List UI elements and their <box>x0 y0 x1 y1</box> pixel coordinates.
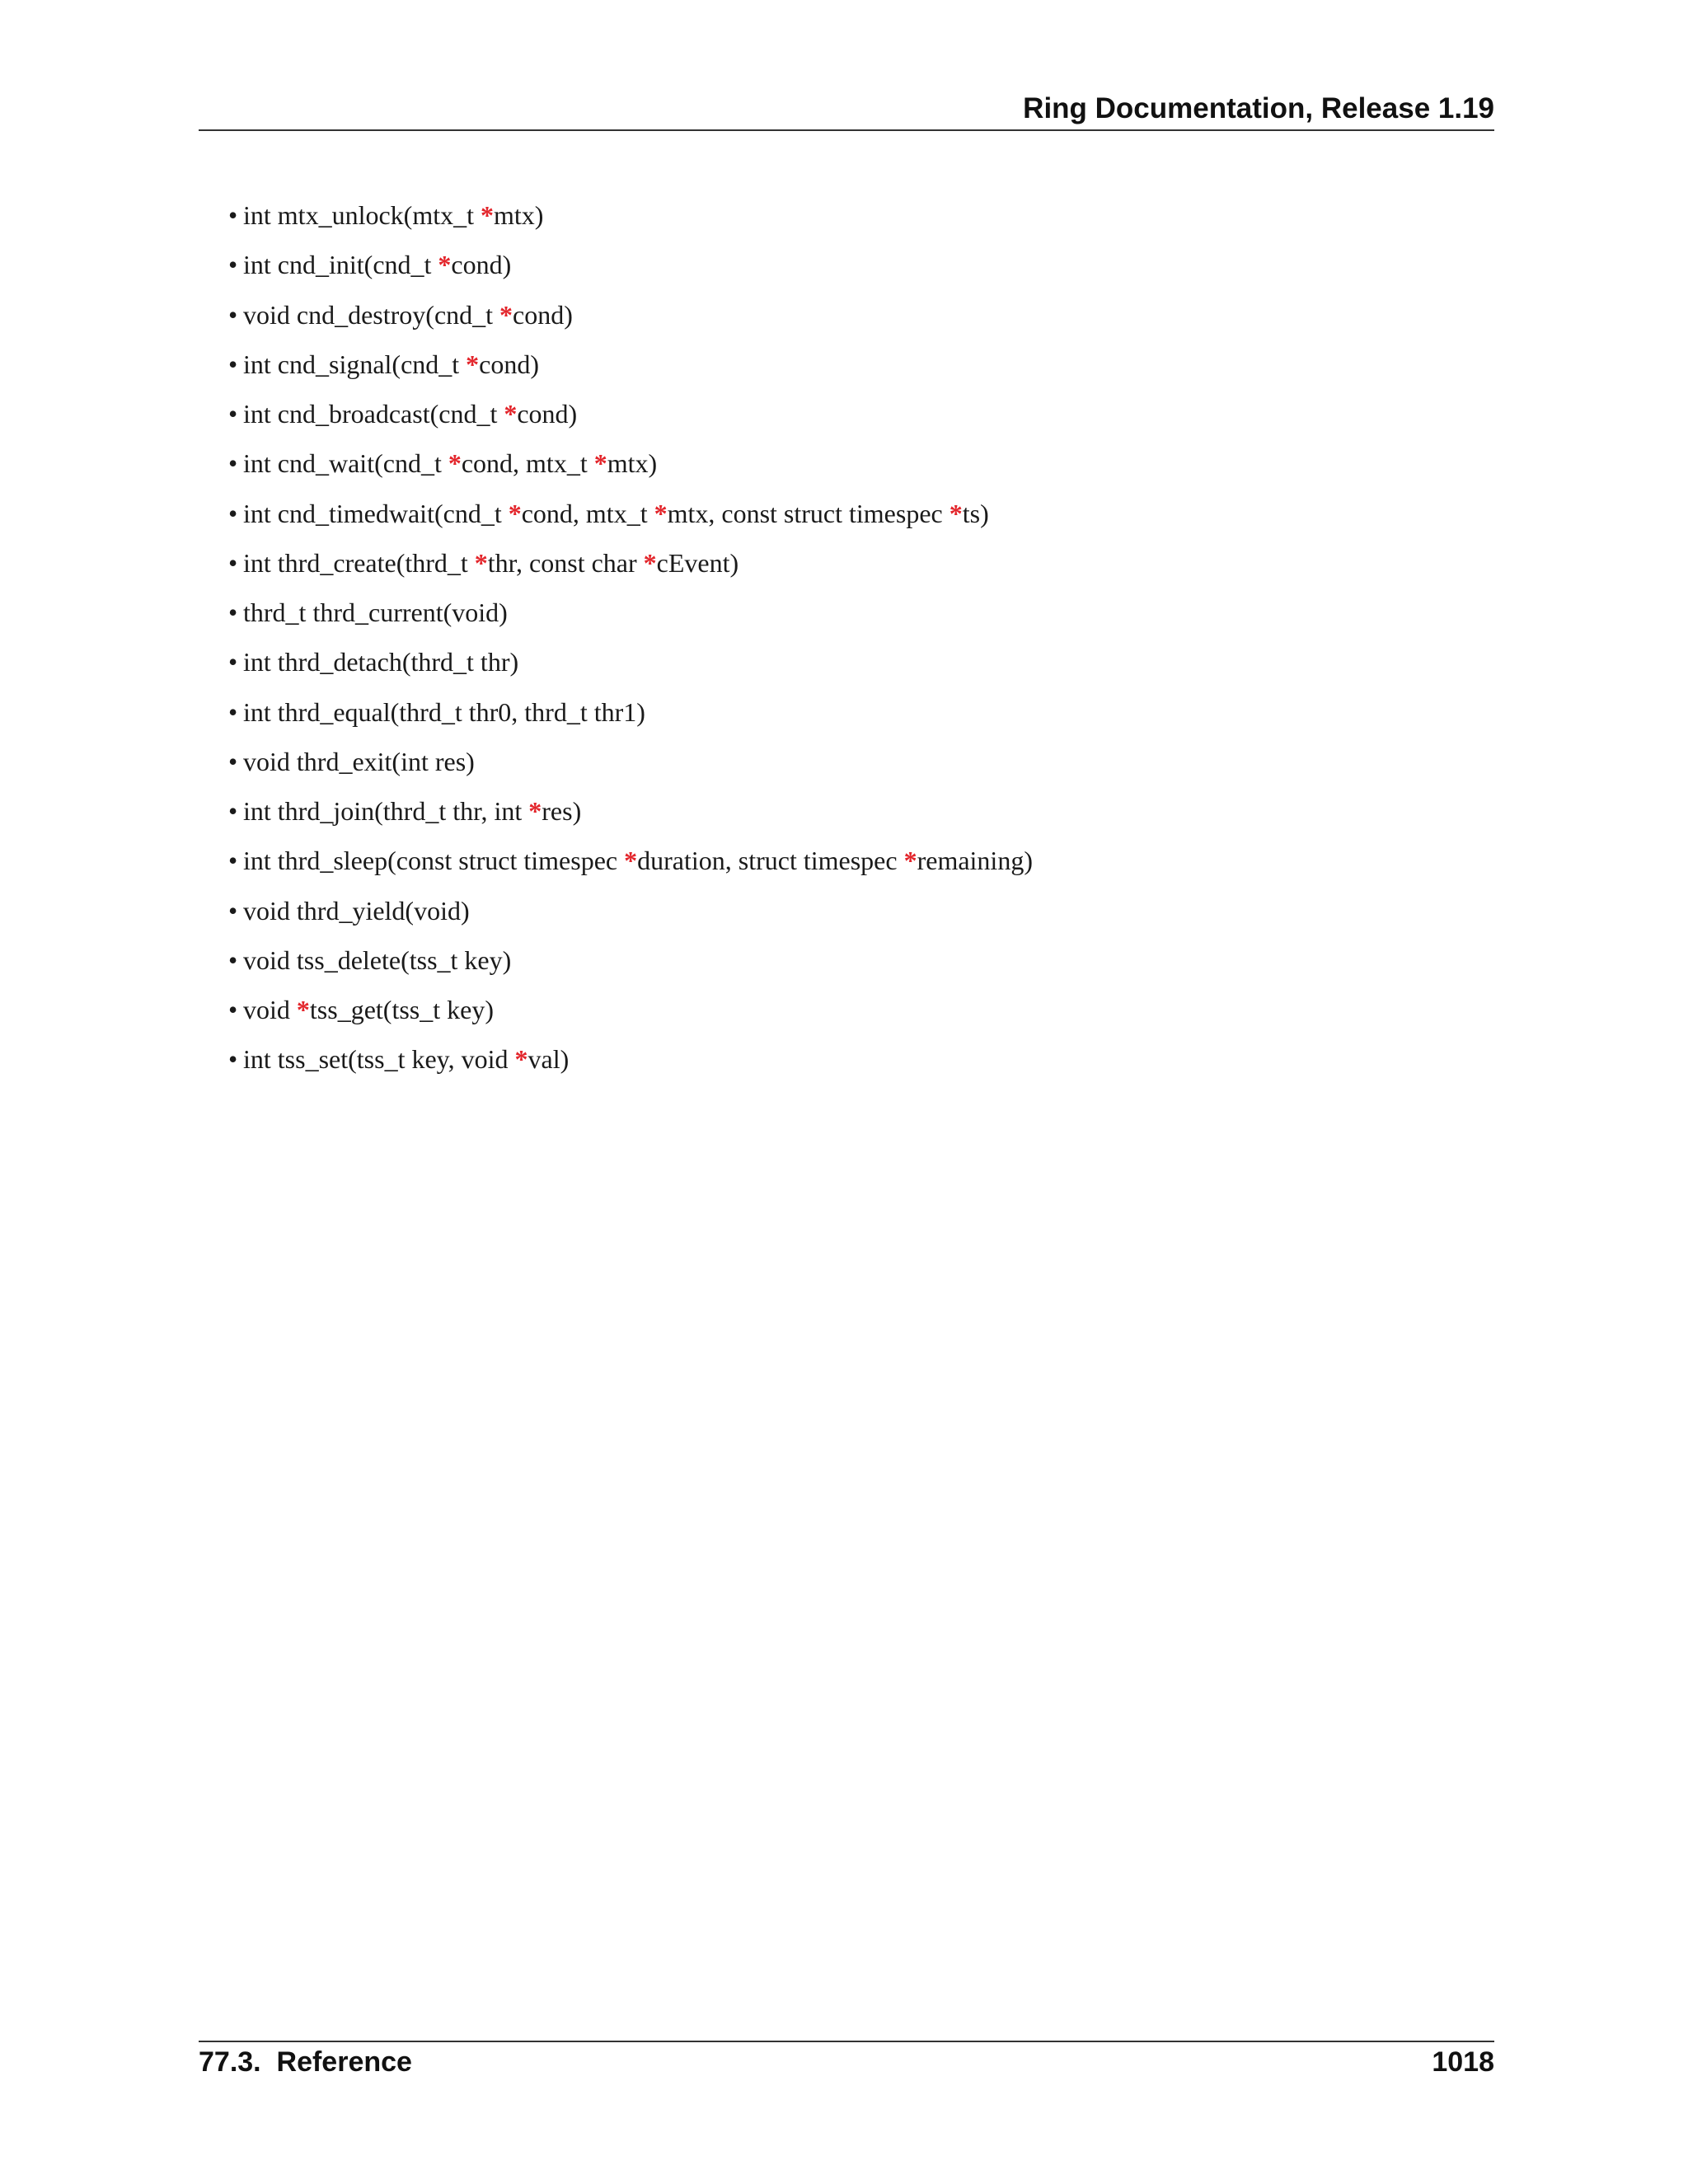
pointer-asterisk: * <box>643 547 657 578</box>
signature-text: int thrd_equal(thrd_t thr0, thrd_t thr1) <box>243 696 645 727</box>
bullet-icon: • <box>228 796 238 826</box>
signature-text: ts) <box>962 498 989 528</box>
signature-text: cond, mtx_t <box>521 498 654 528</box>
signature-list-item <box>228 840 1033 889</box>
signature-text: void <box>243 995 297 1024</box>
signature-list-item <box>228 592 1033 641</box>
signature-list-item <box>228 790 1033 840</box>
signature-text: res) <box>542 796 582 826</box>
signature-list-item <box>228 493 1033 542</box>
pointer-asterisk: * <box>654 498 668 528</box>
bullet-icon: • <box>228 995 238 1024</box>
pointer-asterisk: * <box>624 846 638 876</box>
signature-list-item <box>228 890 1033 940</box>
signature-list-item <box>228 443 1033 492</box>
bullet-icon: • <box>228 895 238 926</box>
signature-text: int tss_set(tss_t key, void <box>243 1044 515 1075</box>
signature-text: int thrd_create(thrd_t <box>243 547 475 578</box>
bullet-icon: • <box>228 746 238 776</box>
footer-rule <box>199 2041 1494 2042</box>
signature-text: void thrd_exit(int res) <box>243 746 475 776</box>
pointer-asterisk: * <box>903 846 917 876</box>
footer-page-number: 1018 <box>1432 2046 1494 2078</box>
signature-text: int thrd_join(thrd_t thr, int <box>243 796 529 826</box>
signature-text: int cnd_timedwait(cnd_t <box>243 498 509 528</box>
signature-text: cEvent) <box>656 547 739 578</box>
bullet-icon: • <box>228 349 238 379</box>
signature-text: thr, const char <box>487 547 644 578</box>
signature-text: thrd_t thrd_current(void) <box>243 598 508 627</box>
signature-list-item <box>228 294 1033 344</box>
signature-text: cond) <box>513 299 573 330</box>
bullet-icon: • <box>228 299 238 330</box>
signature-text: int cnd_wait(cnd_t <box>243 448 448 479</box>
signature-text: void cnd_destroy(cnd_t <box>243 299 500 330</box>
signature-text: tss_get(tss_t key) <box>309 995 494 1024</box>
bullet-icon: • <box>228 696 238 727</box>
bullet-icon: • <box>228 448 238 479</box>
pointer-asterisk: * <box>593 448 607 479</box>
pointer-asterisk: * <box>466 349 480 379</box>
signature-list-item <box>228 1038 1033 1088</box>
signature-text: void thrd_yield(void) <box>243 895 470 926</box>
signature-text: mtx, const struct timespec <box>667 498 950 528</box>
pointer-asterisk: * <box>514 1044 528 1075</box>
signature-list-item <box>228 344 1033 393</box>
pointer-asterisk: * <box>508 498 522 528</box>
bullet-icon: • <box>228 250 238 280</box>
pointer-asterisk: * <box>949 498 963 528</box>
signature-text: remaining) <box>917 846 1033 876</box>
pointer-asterisk: * <box>474 547 488 578</box>
page-header-title: Ring Documentation, Release 1.19 <box>1023 92 1494 124</box>
signature-text: void tss_delete(tss_t key) <box>243 944 512 975</box>
signature-text: int thrd_detach(thrd_t thr) <box>243 647 519 677</box>
bullet-icon: • <box>228 498 238 528</box>
pointer-asterisk: * <box>448 448 462 479</box>
pointer-asterisk: * <box>296 995 310 1024</box>
signature-list-item <box>228 393 1033 443</box>
signature-text: cond) <box>479 349 540 379</box>
signature-text: cond, mtx_t <box>461 448 594 479</box>
signature-text: int thrd_sleep(const struct timespec <box>243 846 625 876</box>
signature-list-item <box>228 989 1033 1038</box>
signature-list-item <box>228 940 1033 989</box>
header-rule <box>199 129 1494 131</box>
bullet-icon: • <box>228 200 238 230</box>
bullet-icon: • <box>228 1044 238 1075</box>
signature-text: mtx) <box>607 448 658 479</box>
pointer-asterisk: * <box>504 399 518 429</box>
pointer-asterisk: * <box>480 200 494 230</box>
function-signature-list <box>228 194 1033 1089</box>
signature-list-item <box>228 741 1033 790</box>
signature-text: int cnd_broadcast(cnd_t <box>243 399 504 429</box>
signature-list-item <box>228 641 1033 691</box>
signature-list-item <box>228 244 1033 293</box>
bullet-icon: • <box>228 944 238 975</box>
signature-list-item <box>228 542 1033 592</box>
signature-text: mtx) <box>493 200 544 230</box>
pointer-asterisk: * <box>528 796 542 826</box>
bullet-icon: • <box>228 399 238 429</box>
bullet-icon: • <box>228 547 238 578</box>
bullet-icon: • <box>228 598 238 627</box>
signature-text: int mtx_unlock(mtx_t <box>243 200 481 230</box>
bullet-icon: • <box>228 846 238 876</box>
signature-text: cond) <box>451 250 512 280</box>
signature-text: val) <box>528 1044 570 1075</box>
bullet-icon: • <box>228 647 238 677</box>
signature-list-item <box>228 194 1033 244</box>
signature-text: int cnd_signal(cnd_t <box>243 349 467 379</box>
pointer-asterisk: * <box>499 299 513 330</box>
footer-section-title: 77.3. Reference <box>199 2046 412 2078</box>
signature-text: cond) <box>517 399 578 429</box>
pointer-asterisk: * <box>438 250 452 280</box>
signature-text: duration, struct timespec <box>637 846 904 876</box>
signature-list-item <box>228 691 1033 741</box>
signature-text: int cnd_init(cnd_t <box>243 250 438 280</box>
